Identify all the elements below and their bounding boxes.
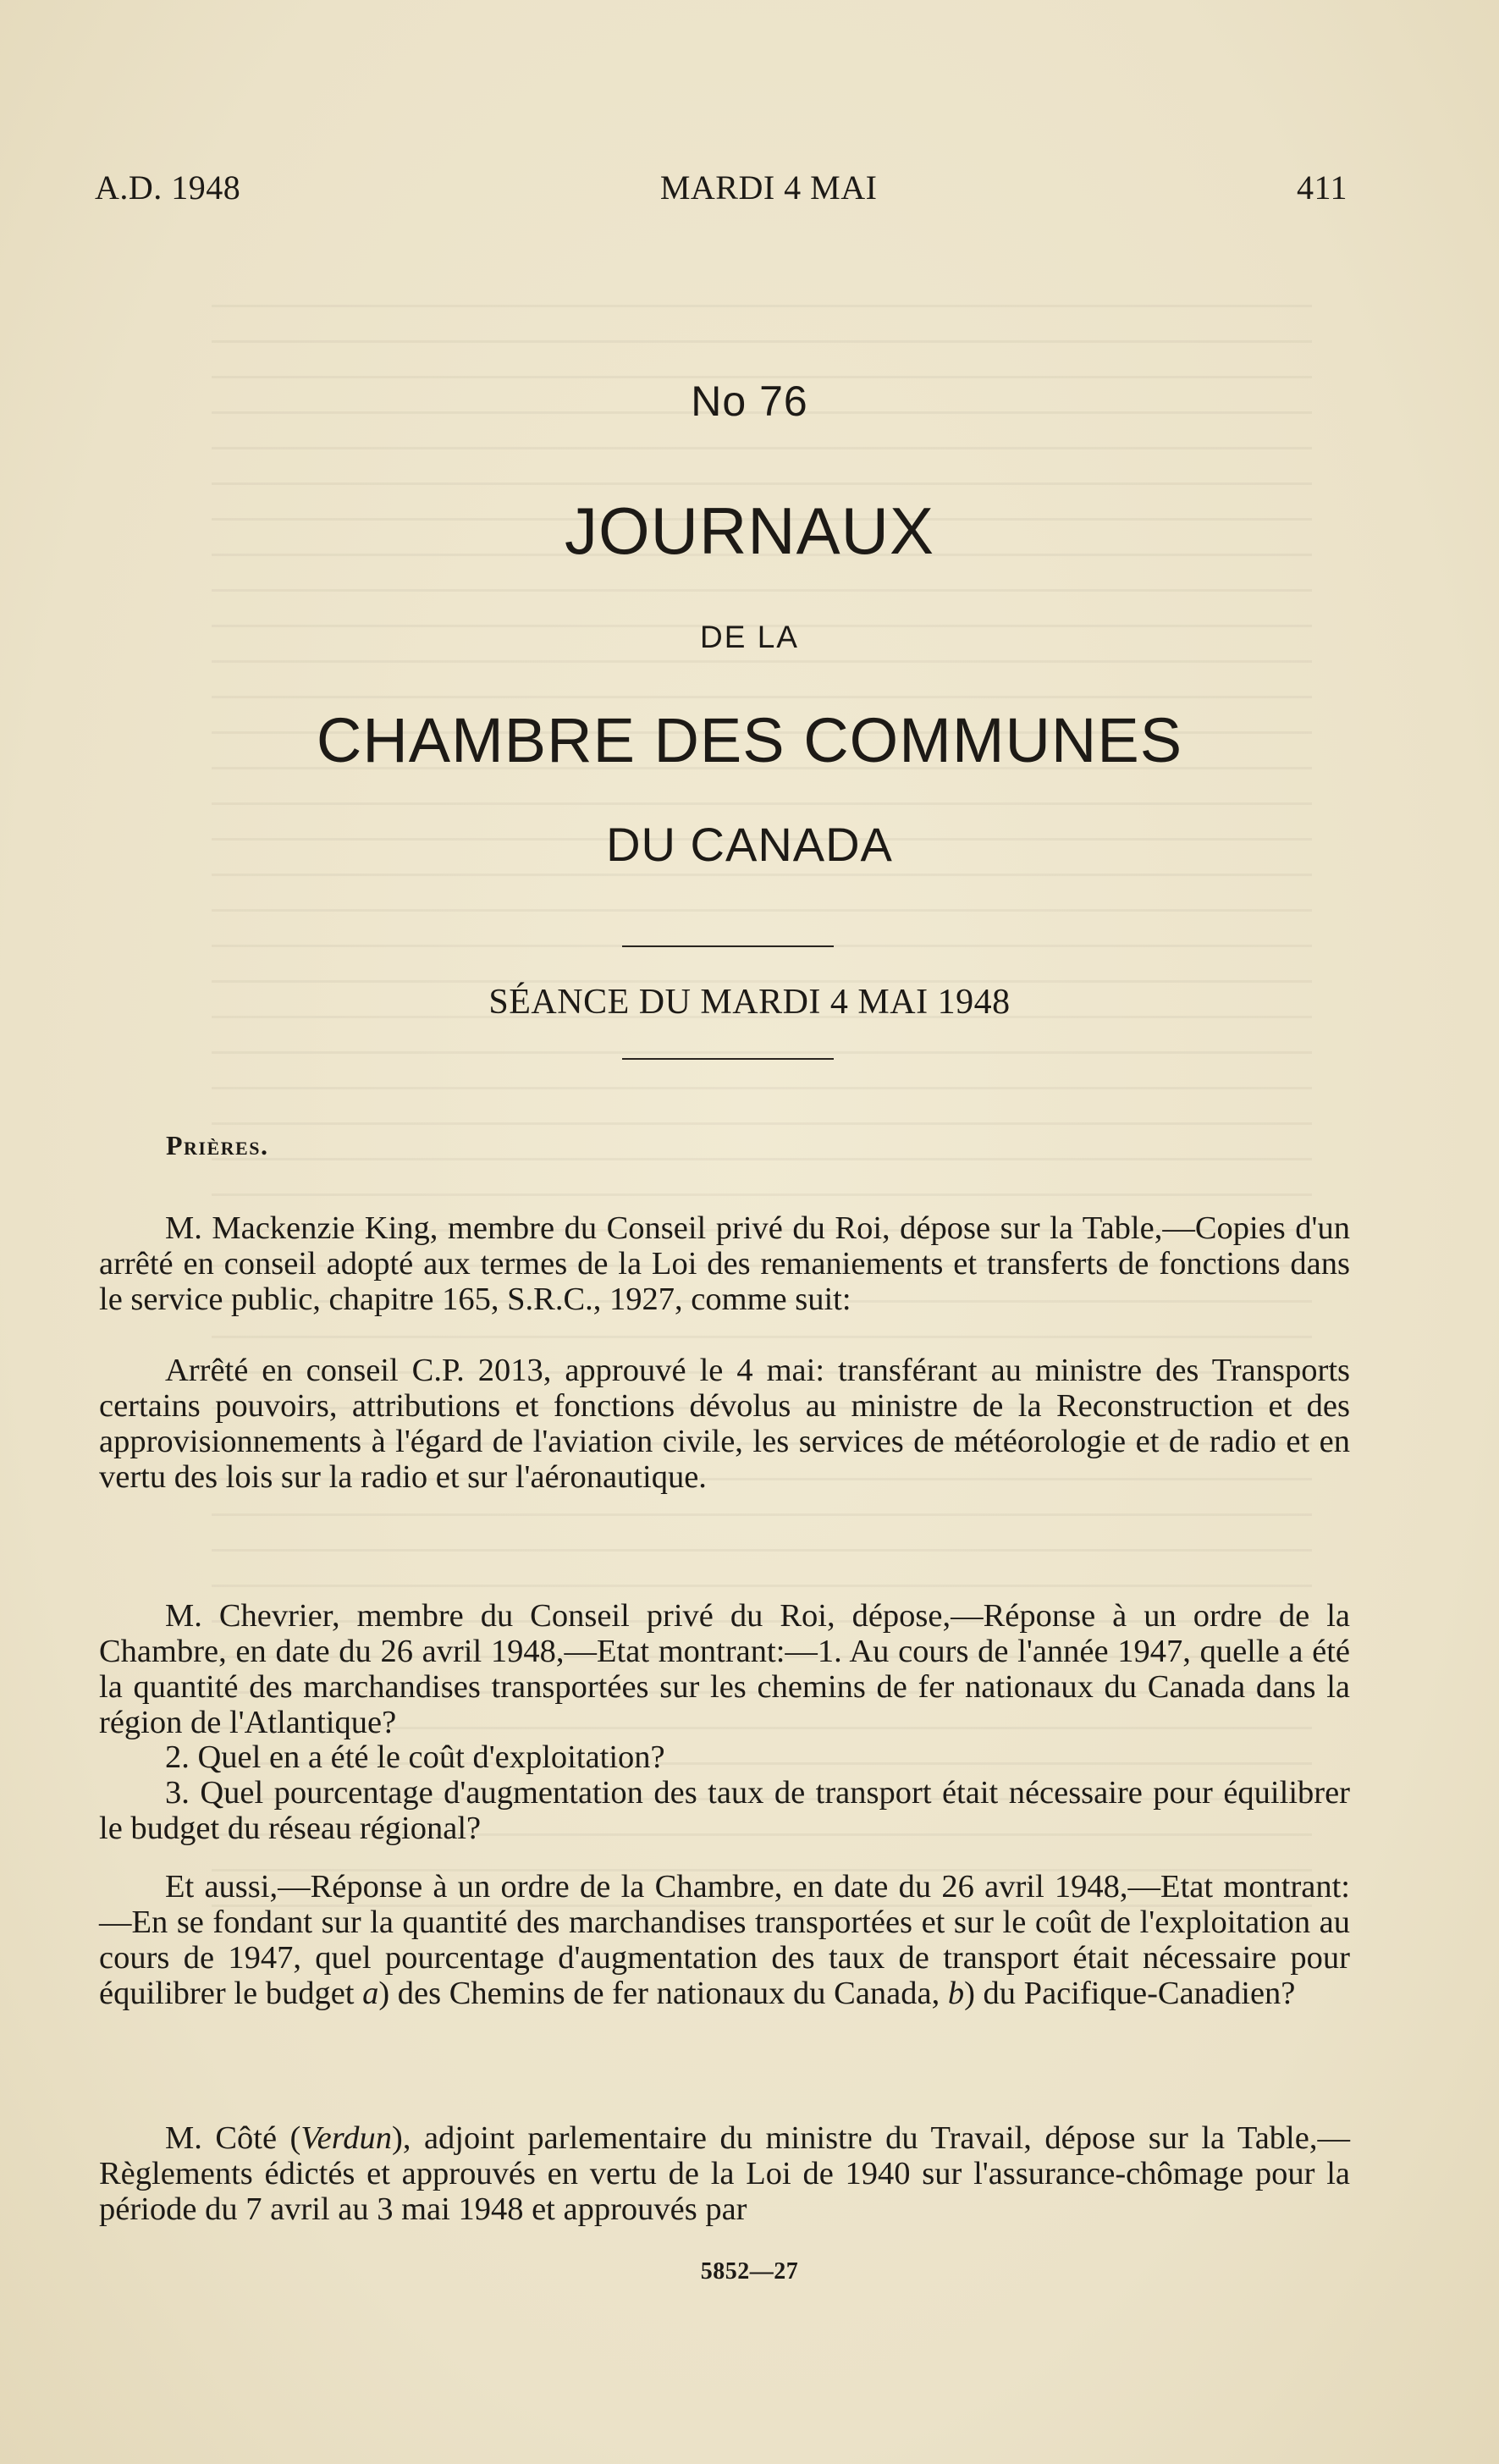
divider-rule-bottom (622, 1058, 834, 1060)
paragraph-et-aussi (99, 1869, 1350, 2011)
paragraph-text: 3. Quel pourcentage d'augmentation des taux de transport était nécessaire pour équilibrer le budget du réseau régional? (99, 1775, 1350, 1846)
paragraph-text: M. Côté ( (165, 2120, 301, 2156)
header-year: A.D. 1948 (95, 168, 241, 207)
session-heading: SÉANCE DU MARDI 4 MAI 1948 (488, 983, 1011, 1022)
paragraph-text: ) du Pacifique-Canadien? (964, 1976, 1296, 2011)
prayers-heading: Prières. (166, 1130, 269, 1160)
paragraph-text: 2. Quel en a été le coût d'exploitation? (165, 1739, 665, 1775)
paragraph-question-2 (99, 1739, 1350, 1775)
paragraph-text: Et aussi,—Réponse à un ordre de la Chambre, en date du 26 avril 1948,—Etat montrant:—En se fondant sur la quantité des marchandises transportées et sur le coût de l'exploitation au cours de 1947, quel pourcentage d'augmentation des taux de transport était nécessaire pour équilibrer le budget (99, 1869, 1350, 2011)
journal-title-connector: DE LA (700, 620, 799, 654)
paragraph-text: M. Mackenzie King, membre du Conseil privé du Roi, dépose sur la Table,—Copies d'un arrêté en conseil adopté aux termes de la Loi des remaniements et transferts de fonctions dans le service public, chapitre 165, S.R.C., 1927, comme suit: (99, 1210, 1350, 1317)
divider-rule-top (622, 945, 834, 947)
paragraph-order-in-council (99, 1353, 1350, 1495)
header-date: MARDI 4 MAI (659, 168, 878, 207)
riding-name: Verdun (300, 2120, 393, 2156)
paragraph-text: M. Chevrier, membre du Conseil privé du Roi, dépose,—Réponse à un ordre de la Chambre, en date du 26 avril 1948,—Etat montrant:—1. Au cours de l'année 1947, quelle a été la quantité des marchandises transportées sur les chemins de fer nationaux du Canada dans la région de l'Atlantique? (99, 1598, 1350, 1740)
issue-number: No 76 (691, 378, 808, 425)
journal-title: JOURNAUX (564, 493, 935, 568)
item-marker-a: a (362, 1976, 379, 2011)
paragraph-chevrier (99, 1598, 1350, 1740)
country-name: DU CANADA (606, 818, 893, 871)
paragraph-text: Arrêté en conseil C.P. 2013, approuvé le 4 mai: transférant au ministre des Transports certains pouvoirs, attributions et fonctions dévolus au ministre de la Reconstruction et des approvisionnements à l'égard de l'aviation civile, les services de météorologie et de radio et en vertu des lois sur la radio et sur l'aéronautique. (99, 1353, 1350, 1495)
paragraph-text: ) des Chemins de fer nationaux du Canada, (378, 1976, 948, 2011)
paragraph-cote (99, 2120, 1350, 2227)
house-name: CHAMBRE DES COMMUNES (316, 705, 1183, 775)
paragraph-mackenzie-king (99, 1210, 1350, 1317)
page-number: 411 (1296, 168, 1347, 207)
running-header (95, 168, 1347, 207)
paragraph-question-3 (99, 1775, 1350, 1846)
paragraph-text: ), adjoint parlementaire du ministre du Travail, dépose sur la Table,—Règlements édictés et approuvés en vertu de la Loi de 1940 sur l'assurance-chômage pour la période du 7 avril au 3 mai 1948 et approuvés par (99, 2120, 1350, 2227)
item-marker-b: b (947, 1976, 965, 2011)
printer-code: 5852—27 (700, 2258, 799, 2285)
